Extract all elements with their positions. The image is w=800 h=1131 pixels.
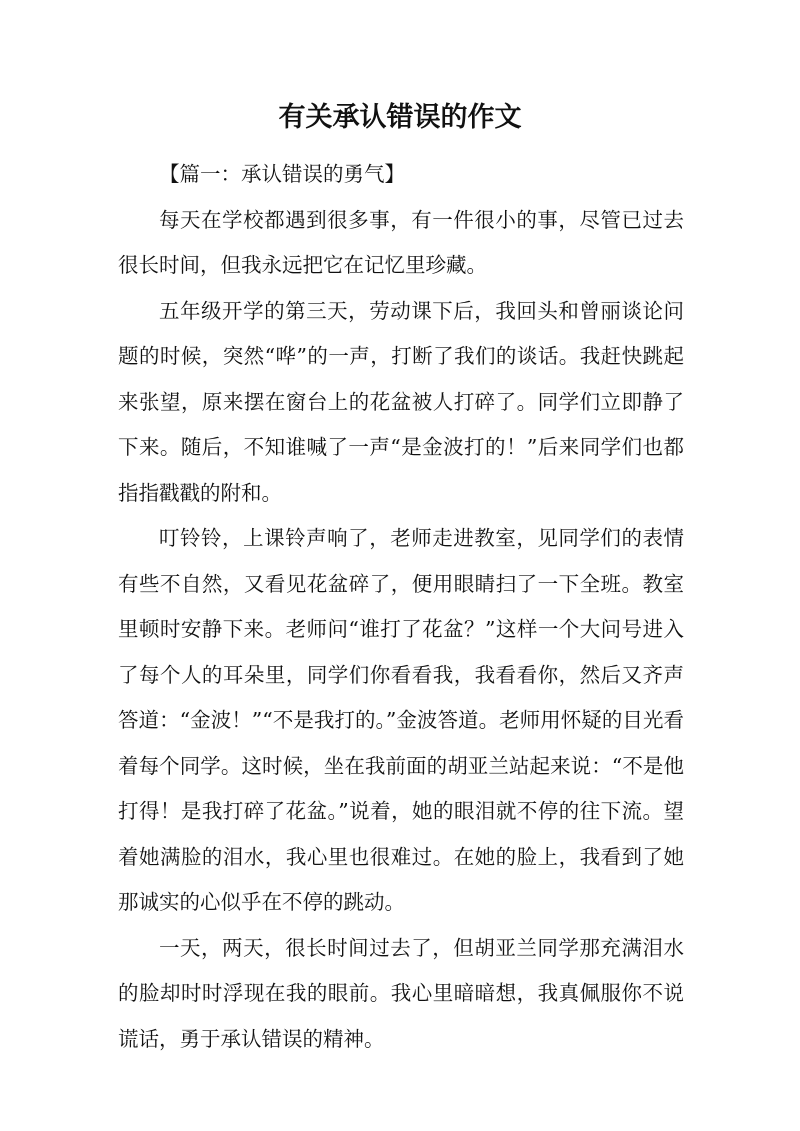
paragraph-4: 一天，两天，很长时间过去了，但胡亚兰同学那充满泪水的脸却时时浮现在我的眼前。我心里暗暗想，我真佩服你不说谎话，勇于承认错误的精神。 bbox=[118, 935, 684, 1051]
paragraph-2: 五年级开学的第三天，劳动课下后，我回头和曾丽谈论问题的时候，突然“哗”的一声，打断了我们的谈话。我赶快跳起来张望，原来摆在窗台上的花盆被人打碎了。同学们立即静了下来。随后，不知谁喊了一声“是金波打的！”后来同学们也都指指戳戳的附和。 bbox=[118, 298, 684, 505]
document-title: 有关承认错误的作文 bbox=[278, 102, 522, 133]
section-heading: 【篇一：承认错误的勇气】 bbox=[159, 162, 405, 186]
paragraph-3: 叮铃铃，上课铃声响了，老师走进教室，见同学们的表情有些不自然，又看见花盆碎了，便用眼睛扫了一下全班。教室里顿时安静下来。老师问“谁打了花盆？”这样一个大问号进入了每个人的耳朵里，同学们你看看我，我看看你，然后又齐声答道：“金波！”“不是我打的。”金波答道。老师用怀疑的目光看着每个同学。这时候，坐在我前面的胡亚兰站起来说：“不是他打得！是我打碎了花盆。”说着，她的眼泪就不停的往下流。望着她满脸的泪水，我心里也很难过。在她的脸上，我看到了她那诚实的心似乎在不停的跳动。 bbox=[118, 526, 684, 914]
paragraph-1: 每天在学校都遇到很多事，有一件很小的事，尽管已过去很长时间，但我永远把它在记忆里珍藏。 bbox=[118, 207, 684, 277]
document-body bbox=[118, 152, 684, 1062]
